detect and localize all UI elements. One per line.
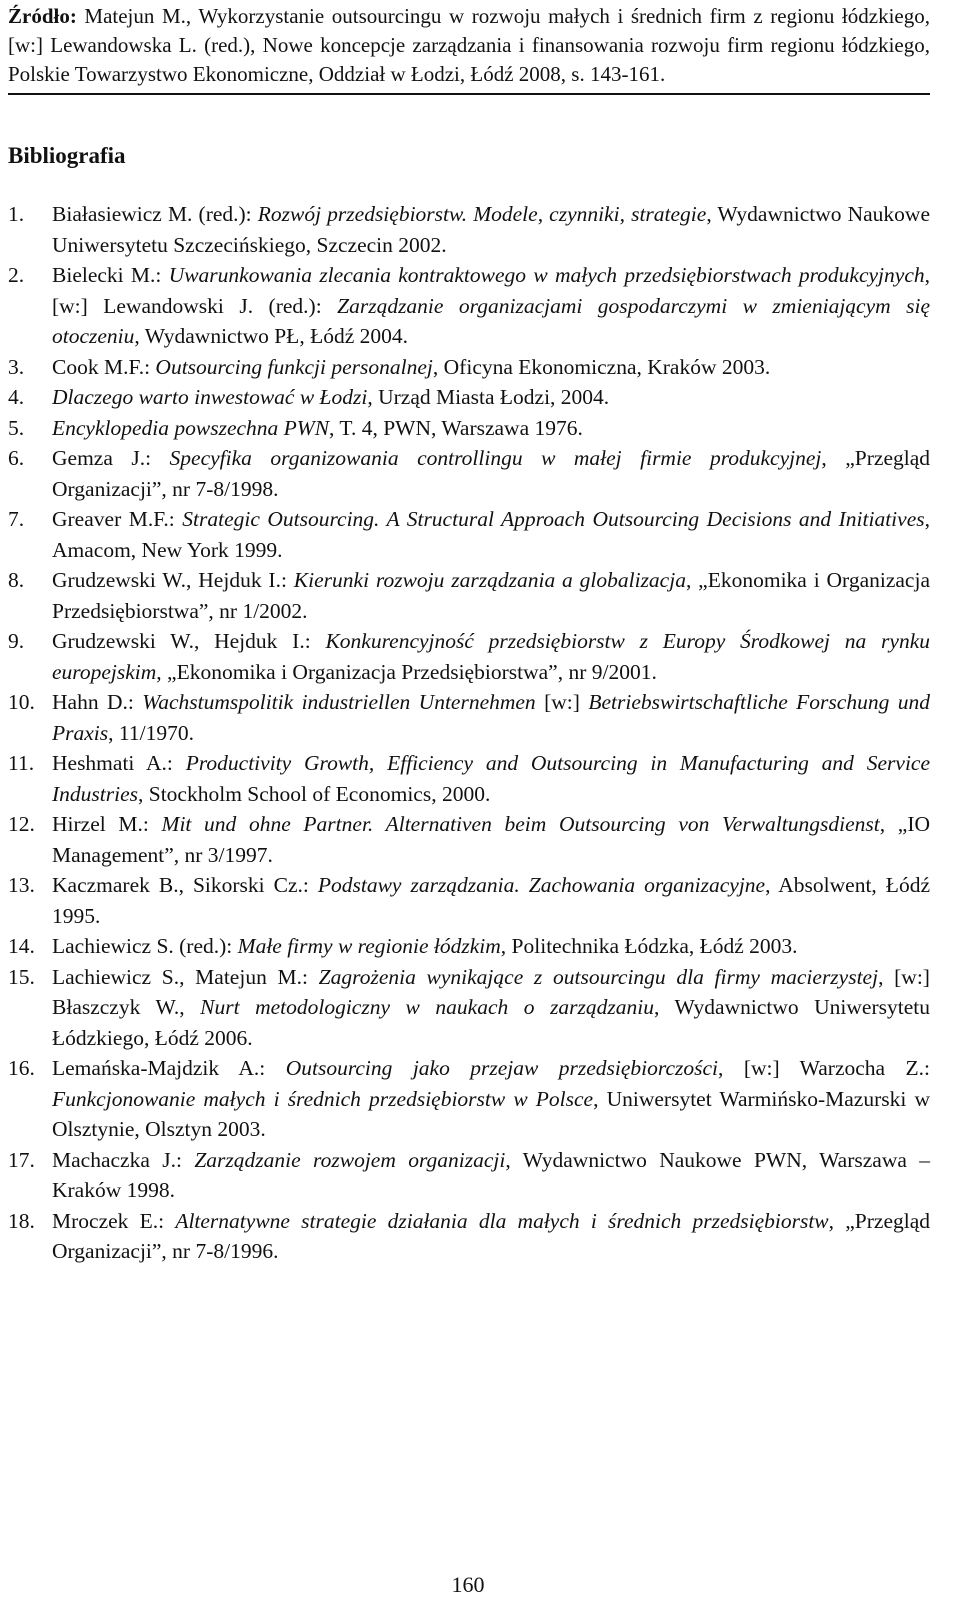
entry-text-segment: , „Ekonomika i Organizacja Przedsiębiorstwa”, nr 9/2001. [156, 659, 657, 684]
entry-text-segment: , Wydawnictwo Naukowe Uniwersytetu Szczecińskiego, Szczecin 2002. [52, 202, 930, 257]
bibliography-entry [8, 1206, 930, 1267]
entry-text-segment: [w:] [535, 690, 589, 714]
entry-text [52, 416, 583, 440]
entry-number: 7. [8, 507, 25, 531]
entry-text-segment: Gemza J.: [52, 446, 170, 470]
entry-text [52, 1209, 930, 1264]
entry-text [52, 355, 770, 379]
entry-title-italic: Zagrożenia wynikające z outsourcingu dla firmy macierzystej [318, 964, 879, 989]
entry-number: 4. [8, 385, 25, 409]
entry-text-segment: , Wydawnictwo Uniwersytetu Łódzkiego, Łódź 2006. [52, 995, 930, 1050]
entry-number: 6. [8, 446, 25, 470]
page-number: 160 [451, 1572, 485, 1597]
entry-title-italic: Zarządzanie organizacjami gospodarczymi w zmieniającym się otoczeniu [52, 293, 930, 348]
entry-number: 11. [8, 751, 35, 775]
entry-title-italic: Specyfika organizowania controllingu w małej firmie produkcyjnej [169, 446, 822, 470]
bibliography-entry [8, 1053, 930, 1145]
entry-number: 3. [8, 354, 25, 379]
entry-number: 1. [8, 202, 25, 226]
entry-text-segment: Heshmati A.: [52, 751, 186, 775]
entry-title-italic: Zarządzanie rozwojem organizacji [194, 1147, 506, 1172]
entry-title-italic: Strategic Outsourcing. A Structural Approach Outsourcing Decisions and Initiatives [182, 507, 925, 531]
section-heading: Bibliografia [8, 143, 126, 168]
bibliography-entry [8, 565, 930, 626]
entry-number: 13. [8, 873, 35, 897]
entry-text-segment: Kaczmarek B., Sikorski Cz.: [52, 873, 318, 897]
entry-text [52, 507, 930, 562]
bibliography-entry [8, 413, 930, 444]
bibliography-entry [8, 260, 930, 352]
entry-text-segment: , [w:] Błaszczyk W., [52, 964, 930, 1019]
entry-title-italic: Dlaczego warto inwestować w Łodzi [52, 385, 368, 409]
entry-text [52, 568, 930, 623]
entry-title-italic: Kierunki rozwoju zarządzania a globalizacja [293, 568, 686, 592]
entry-number: 14. [8, 934, 35, 958]
entry-number: 18. [8, 1208, 35, 1233]
entry-text-segment: Hahn D.: [52, 690, 143, 714]
entry-title-italic: Rozwój przedsiębiorstw. Modele, czynniki, strategie [257, 202, 707, 226]
entry-title-italic: Outsourcing jako przejaw przedsiębiorczości [285, 1056, 719, 1080]
bibliography-entry [8, 626, 930, 687]
entry-text-segment: , Oficyna Ekonomiczna, Kraków 2003. [432, 354, 771, 379]
entry-number: 17. [8, 1147, 35, 1172]
entry-number: 15. [8, 964, 35, 989]
entry-text-segment: , Wydawnictwo PŁ, Łódź 2004. [134, 324, 408, 348]
entry-text [52, 202, 930, 257]
entry-text [52, 965, 930, 1050]
entry-title-italic: Productivity Growth, Efficiency and Outsourcing in Manufacturing and Service Industries [52, 751, 930, 806]
entry-text-segment: Lachiewicz S. (red.): [52, 934, 238, 958]
entry-title-italic: Funkcjonowanie małych i średnich przedsiębiorstw w Polsce [52, 1086, 594, 1111]
entry-text [52, 263, 930, 348]
entry-text [52, 629, 930, 684]
entry-text-segment: , Politechnika Łódzka, Łódź 2003. [500, 934, 798, 958]
entry-title-italic: Wachstumspolitik industriellen Unternehmen [142, 690, 536, 714]
entry-text-segment: Grudzewski W., Hejduk I.: [52, 629, 326, 653]
entry-number: 10. [8, 690, 35, 714]
entry-number: 8. [8, 568, 25, 592]
entry-title-italic: Outsourcing funkcji personalnej [155, 354, 433, 379]
entry-text-segment: , „IO Management”, nr 3/1997. [52, 812, 931, 867]
entry-text-segment: , Stockholm School of Economics, 2000. [138, 781, 491, 806]
entry-text-segment: Hirzel M.: [52, 812, 162, 836]
entry-number: 2. [8, 263, 25, 287]
entry-text [52, 1148, 930, 1203]
entry-text-segment: , Urząd Miasta Łodzi, 2004. [367, 385, 610, 409]
entry-title-italic: Nurt metodologiczny w naukach o zarządzaniu [200, 995, 655, 1019]
entry-text-segment: , [w:] Lewandowski J. (red.): [52, 263, 930, 318]
bibliography-entry [8, 870, 930, 931]
entry-text-segment: Greaver M.F.: [52, 507, 183, 531]
bibliography-list [8, 199, 930, 1267]
bibliography-entry [8, 687, 930, 748]
entry-text-segment: Lemańska-Majdzik A.: [52, 1056, 286, 1080]
entry-text-segment: , „Przegląd Organizacji”, nr 7-8/1996. [52, 1208, 931, 1263]
entry-text [52, 812, 930, 867]
bibliography-entry [8, 931, 930, 962]
entry-number: 9. [8, 629, 25, 653]
entry-text-segment: , Amacom, New York 1999. [52, 507, 930, 562]
source-note [8, 0, 930, 95]
entry-text-segment: , Uniwersytet Warmińsko-Mazurski w Olsztynie, Olsztyn 2003. [52, 1086, 930, 1141]
bibliography-entry [8, 748, 930, 809]
source-text: Matejun M., Wykorzystanie outsourcingu w rozwoju małych i średnich firm z regionu łódzkiego, [w:] Lewandowska L. (red.), Nowe koncepcje zarządzania i finansowania rozwoju firm regionu łódzkiego, Polskie Towarzystwo Ekonomiczne, Oddział w Łodzi, Łódź 2008, s. 143-161. [8, 4, 930, 86]
entry-text-segment: Białasiewicz M. (red.): [52, 202, 258, 226]
bibliography-entry [8, 1145, 930, 1206]
entry-text-segment: Bielecki M.: [52, 263, 169, 287]
entry-text [52, 385, 609, 409]
entry-title-italic: Konkurencyjność przedsiębiorstw z Europy Środkowej na rynku europejskim [52, 629, 930, 684]
entry-title-italic: Encyklopedia powszechna PWN [52, 415, 330, 440]
bibliography-entry [8, 504, 930, 565]
entry-text-segment: , „Przegląd Organizacji”, nr 7-8/1998. [52, 446, 931, 501]
entry-text [52, 1056, 930, 1141]
bibliography-entry [8, 443, 930, 504]
entry-text [52, 873, 930, 928]
entry-title-italic: Małe firmy w regionie łódzkim [237, 934, 501, 958]
bibliography-entry [8, 962, 930, 1054]
entry-number: 16. [8, 1056, 35, 1080]
entry-text-segment: Cook M.F.: [52, 354, 156, 379]
entry-title-italic: Alternatywne strategie działania dla małych i średnich przedsiębiorstw [175, 1208, 829, 1233]
entry-number: 12. [8, 812, 35, 836]
entry-text-segment: , [w:] Warzocha Z.: [718, 1056, 930, 1080]
entry-text-segment: , 11/1970. [108, 720, 194, 745]
bibliography-entry [8, 809, 930, 870]
bibliography-entry [8, 382, 930, 413]
entry-text [52, 751, 930, 806]
entry-text-segment: , Absolwent, Łódź 1995. [52, 873, 930, 928]
entry-text-segment: Mroczek E.: [52, 1208, 176, 1233]
entry-text-segment: Grudzewski W., Hejduk I.: [52, 568, 294, 592]
bibliography-entry [8, 199, 930, 260]
entry-text-segment: Machaczka J.: [52, 1147, 195, 1172]
document-page [8, 0, 930, 1267]
entry-text-segment: , Wydawnictwo Naukowe PWN, Warszawa – Kraków 1998. [52, 1147, 931, 1202]
entry-number: 5. [8, 415, 25, 440]
bibliography-entry [8, 352, 930, 383]
entry-text-segment: , T. 4, PWN, Warszawa 1976. [329, 415, 583, 440]
entry-text [52, 446, 930, 501]
entry-text-segment: , „Ekonomika i Organizacja Przedsiębiorstwa”, nr 1/2002. [52, 568, 930, 623]
entry-title-italic: Betriebswirtschaftliche Forschung und Praxis [52, 690, 930, 745]
entry-text-segment: Lachiewicz S., Matejun M.: [52, 964, 319, 989]
entry-title-italic: Mit und ohne Partner. Alternativen beim Outsourcing von Verwaltungsdienst [161, 812, 880, 836]
entry-text [52, 690, 930, 745]
entry-text [52, 934, 798, 958]
entry-title-italic: Uwarunkowania zlecania kontraktowego w małych przedsiębiorstwach produkcyjnych [168, 263, 925, 287]
source-label: Źródło: [8, 4, 77, 28]
entry-title-italic: Podstawy zarządzania. Zachowania organizacyjne [317, 873, 766, 897]
